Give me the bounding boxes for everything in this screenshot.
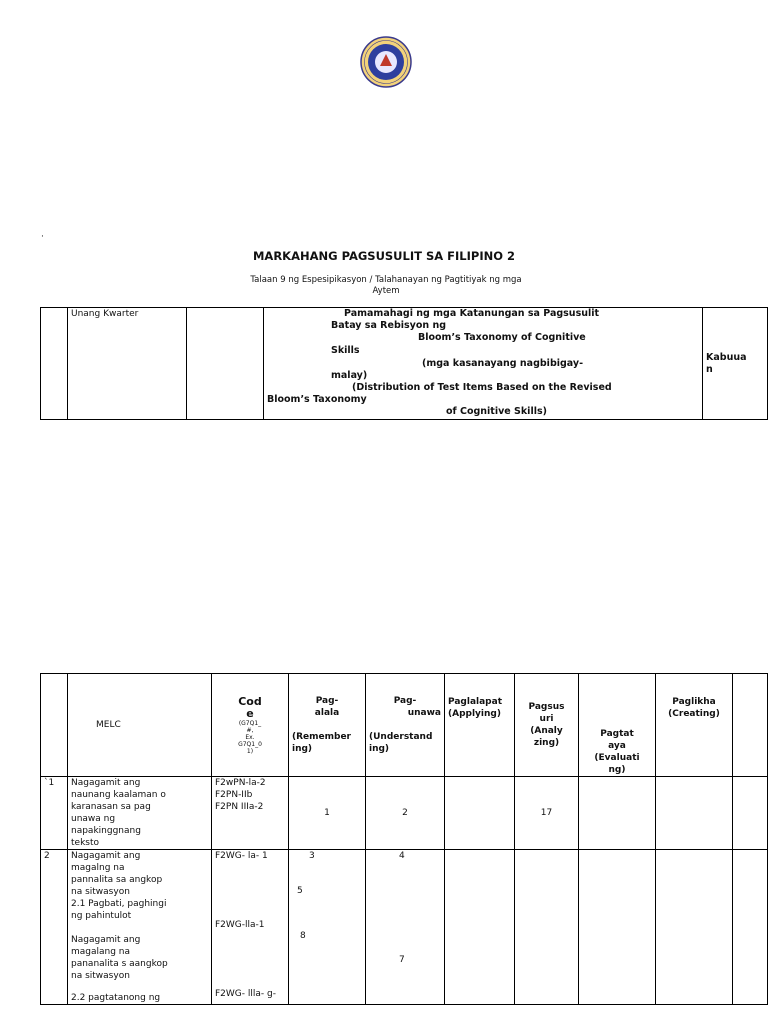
dist-line: of Cognitive Skills) [446, 406, 547, 417]
understand-header [366, 674, 445, 777]
empty-cell [187, 308, 264, 420]
code-line: F2PN IIIa-2 [215, 802, 264, 812]
dist-line: Pamamahagi ng mga Katanungan sa Pagsusulit [344, 308, 600, 319]
analyze-cell: 17 [515, 777, 579, 850]
header-line: (Evaluati [594, 753, 640, 763]
item-number: 4 [399, 851, 405, 861]
code-line: F2PN-IIb [215, 790, 253, 800]
item-number: 5 [297, 886, 303, 896]
code-line: F2WG- la- 1 [215, 851, 268, 861]
apply-cell [445, 777, 515, 850]
melc-line: na sitwasyon [71, 971, 130, 981]
melc-line: na sitwasyon [71, 887, 130, 897]
header-line: (Understand [369, 732, 433, 742]
melc-line: karanasan sa pag [71, 802, 151, 812]
total-label: n [706, 363, 713, 375]
code-format: Ex. [245, 733, 255, 741]
melc-cell [68, 850, 212, 1005]
melc-line: Nagagamit ang [71, 851, 141, 861]
evaluate-cell [579, 777, 656, 850]
header-line: (Applying) [448, 709, 501, 719]
code-format: #, [246, 726, 254, 734]
deped-seal [360, 36, 412, 88]
header-line: Pagtat [600, 729, 634, 739]
item-number: 7 [399, 955, 405, 965]
header-line: Pagsus [528, 702, 565, 712]
code-header-text: e [246, 706, 254, 720]
header-line: Pag- [315, 696, 339, 706]
row-number: `1 [41, 777, 68, 850]
header-line: ing) [292, 744, 313, 754]
create-cell [656, 850, 733, 1005]
melc-line: magalng na [71, 863, 125, 873]
distribution-cell [264, 308, 703, 420]
header-line: (Creating) [668, 709, 720, 719]
item-number: 8 [300, 931, 306, 941]
header-line: aya [608, 741, 626, 751]
page-subtitle [230, 275, 542, 297]
header-line: Pag- [393, 696, 417, 706]
specification-table [40, 673, 768, 1005]
empty-cell [41, 308, 68, 420]
code-header-text: Cod [238, 694, 262, 708]
understand-cell [366, 850, 445, 1005]
quarter-cell: Unang Kwarter [68, 308, 187, 420]
code-format: G7Q1_0 [238, 740, 262, 748]
understand-cell: 2 [366, 777, 445, 850]
empty-cell [733, 674, 768, 777]
empty-cell [41, 674, 68, 777]
code-line: F2wPN-la-2 [215, 778, 266, 788]
dist-line: Bloom’s Taxonomy [267, 394, 367, 405]
dist-line: malay) [331, 370, 368, 381]
code-line: F2WG- llla- g- [215, 989, 276, 999]
code-format: (G7Q1_ [238, 719, 262, 727]
quarter-table [40, 307, 768, 420]
header-line: ing) [369, 744, 390, 754]
remember-header [289, 674, 366, 777]
header-line: Paglalapat [448, 697, 503, 707]
item-number: 3 [309, 851, 315, 861]
create-header [656, 674, 733, 777]
header-line: ng) [608, 765, 626, 775]
total-label: Kabuua [706, 351, 747, 363]
empty-cell [733, 850, 768, 1005]
code-line: F2WG-lla-1 [215, 920, 265, 930]
header-line: (Remember [292, 732, 351, 742]
analyze-header [515, 674, 579, 777]
melc-line: 2.2 pagtatanong ng [71, 993, 161, 1003]
subtitle-line: Aytem [372, 286, 400, 296]
melc-line: 2.1 Pagbati, paghingi [71, 899, 167, 909]
melc-line: napakinggnang [71, 826, 141, 836]
evaluate-header [579, 674, 656, 777]
melc-line: pannalita sa angkop [71, 875, 163, 885]
dist-line: (mga kasanayang nagbibigay- [422, 358, 584, 369]
apply-header [445, 674, 515, 777]
apply-cell [445, 850, 515, 1005]
header-line: uri [539, 714, 554, 724]
analyze-cell [515, 850, 579, 1005]
header-line: zing) [533, 738, 560, 748]
header-line: alala [314, 708, 340, 718]
header-line: (Analy [530, 726, 563, 736]
melc-line: Nagagamit ang [71, 935, 141, 945]
melc-line: unawa ng [71, 814, 116, 824]
remember-cell [289, 850, 366, 1005]
code-format: 1) [246, 747, 254, 755]
stray-dot: · [41, 232, 44, 242]
empty-cell [733, 777, 768, 850]
melc-line: ng pahintulot [71, 911, 132, 921]
header-line: Paglikha [672, 697, 716, 707]
dist-line: (Distribution of Test Items Based on the Revised [352, 382, 612, 393]
melc-line: pananalita s aangkop [71, 959, 168, 969]
code-cell [212, 850, 289, 1005]
melc-line: magalang na [71, 947, 131, 957]
dist-line: Skills [331, 345, 360, 356]
table-row [41, 850, 768, 1005]
row-number: 2 [41, 850, 68, 1005]
total-cell [703, 308, 768, 420]
melc-line: naunang kaalaman o [71, 790, 166, 800]
dist-line: Batay sa Rebisyon ng [331, 320, 447, 331]
melc-line: teksto [71, 838, 100, 848]
header-row [41, 674, 768, 777]
code-header [212, 674, 289, 777]
page-title: MARKAHANG PAGSUSULIT SA FILIPINO 2 [252, 249, 516, 263]
create-cell [656, 777, 733, 850]
melc-header: MELC [68, 674, 212, 777]
code-cell [212, 777, 289, 850]
remember-cell: 1 [289, 777, 366, 850]
evaluate-cell [579, 850, 656, 1005]
subtitle-line: Talaan 9 ng Espesipikasyon / Talahanayan ng Pagtitiyak ng mga [250, 275, 522, 285]
dist-line: Bloom’s Taxonomy of Cognitive [418, 332, 586, 343]
melc-cell [68, 777, 212, 850]
header-line: unawa [407, 708, 441, 718]
melc-line: Nagagamit ang [71, 778, 141, 788]
table-row [41, 777, 768, 850]
